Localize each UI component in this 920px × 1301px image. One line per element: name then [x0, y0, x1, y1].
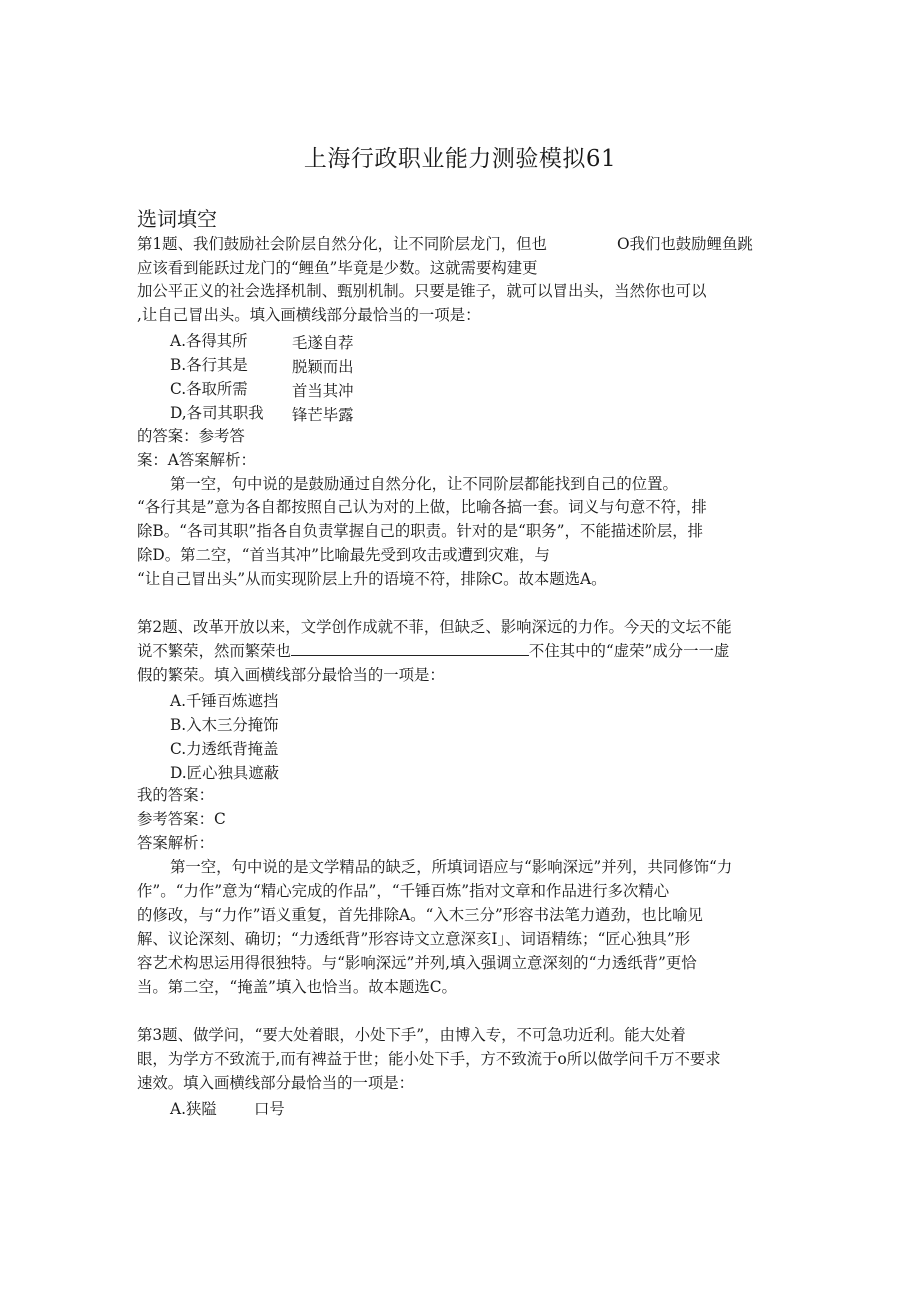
q1-answer-line2: 案：A答案解析：: [137, 451, 256, 469]
q1-option-d-word: 锋芒毕露: [292, 406, 354, 424]
q3-option-a-word: 口号: [254, 1100, 285, 1118]
q2-explanation-4: 解、议论深刻、确切；“力透纸背”形容诗文立意深亥I」、词语精练；“匠心独具”形: [137, 930, 691, 948]
q3-option-a-label: A.狭隘: [170, 1100, 217, 1118]
q2-option-b: B.入木三分掩饰: [170, 716, 279, 734]
q1-option-a-label: A.各得其所: [170, 332, 248, 350]
q2-explanation-label: 答案解析：: [137, 834, 214, 852]
section-heading: 选词填空: [137, 207, 217, 231]
q2-explanation-6: 当。第二空，“掩盖”填入也恰当。故本题选C。: [137, 978, 457, 996]
q1-explanation-4: 除D。第二空，“首当其冲”比喻最先受到攻击或遭到灾难，与: [137, 546, 550, 564]
q3-line2: 眼，为学方不致流于,而有裨益于世；能小处下手，方不致流于o所以做学问千万不要求: [137, 1050, 721, 1068]
q2-line2-end: 不住其中的“虚荣”成分一一虚: [528, 642, 730, 660]
q1-option-a-word: 毛遂自荐: [292, 334, 354, 352]
q2-explanation-1: 第一空，句中说的是文学精品的缺乏，所填词语应与“影响深远”并列，共同修饰“力: [170, 858, 733, 876]
q1-line1a: 第1题、我们鼓励社会阶层自然分化，让不同阶层龙门，但也: [137, 235, 547, 253]
q3-line1: 第3题、做学问，“要大处着眼，小处下手”，由博入专，不可急功近利。能大处着: [137, 1026, 686, 1044]
q2-reference-answer: 参考答案：C: [137, 810, 226, 828]
q1-explanation-5: “让自己冒出头”从而实现阶层上升的语境不符，排除C。故本题选A。: [137, 570, 607, 588]
q1-option-c-word: 首当其冲: [292, 382, 354, 400]
q1-explanation-2: “各行其是”意为各自都按照自己认为对的上做，比喻各搞一套。词义与句意不符，排: [137, 498, 707, 516]
q2-line1: 第2题、改革开放以来，文学创作成就不菲，但缺乏、影响深远的力作。今天的文坛不能: [137, 618, 732, 636]
q1-option-c-label: C.各取所需: [170, 380, 248, 398]
q2-option-c: C.力透纸背掩盖: [170, 740, 279, 758]
q2-explanation-3: 的修改，与“力作”语义重复，首先排除A。“入木三分”形容书法笔力遒劲，也比喻见: [137, 906, 703, 924]
q1-option-b-word: 脱颖而出: [292, 358, 354, 376]
q2-line3: 假的繁荣。填入画横线部分最恰当的一项是：: [137, 666, 445, 684]
q1-option-d-label: D,各司其职我: [170, 404, 264, 422]
q1-line3: 加公平正义的社会选择机制、甄别机制。只要是锥子，就可以冒出头，当然你也可以: [137, 282, 707, 300]
q2-line2: [137, 641, 729, 661]
q1-line1b: O我们也鼓励鲤鱼跳: [617, 235, 753, 253]
q2-explanation-2: 作”。“力作”意为“精心完成的作品”，“千锤百炼”指对文章和作品进行多次精心: [137, 882, 670, 900]
q2-line2-start: 说不繁荣，然而繁荣也: [137, 642, 291, 660]
q1-line4: ,让自己冒出头。填入画横线部分最恰当的一项是：: [137, 306, 481, 324]
page-title: 上海行政职业能力测验模拟61: [303, 146, 617, 172]
q2-option-a: A.千锤百炼遮挡: [170, 692, 279, 710]
fill-in-blank: [291, 641, 529, 656]
q2-my-answer: 我的答案：: [137, 786, 214, 804]
q2-option-d: D.匠心独具遮蔽: [170, 764, 280, 782]
q1-answer-line1: 的答案：参考答: [137, 427, 245, 445]
q1-line2: 应该看到能跃过龙门的“鲤鱼”毕竟是少数。这就需要构建更: [137, 259, 538, 277]
q1-explanation-1: 第一空，句中说的是鼓励通过自然分化，让不同阶层都能找到自己的位置。: [170, 475, 678, 493]
q1-option-b-label: B.各行其是: [170, 356, 248, 374]
q3-line3: 速效。填入画横线部分最恰当的一项是：: [137, 1074, 415, 1092]
q1-explanation-3: 除B。“各司其职”指各自负责掌握自己的职责。针对的是“职务”，不能描述阶层，排: [137, 522, 704, 540]
q2-explanation-5: 容艺术构思运用得很独特。与“影响深远”并列,填入强调立意深刻的“力透纸背”更恰: [137, 954, 697, 972]
